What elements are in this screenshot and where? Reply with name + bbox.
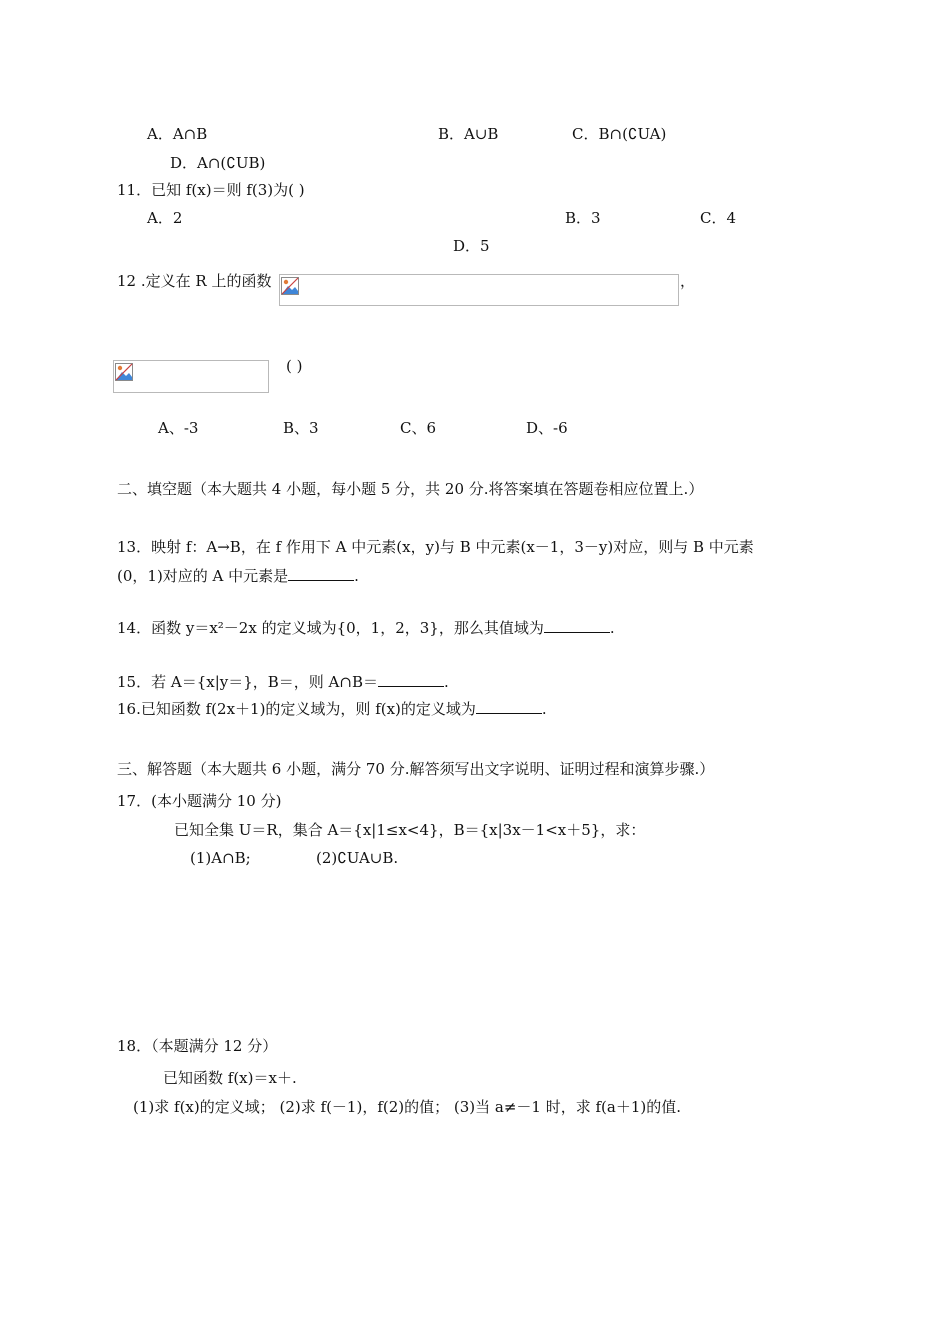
section-3-heading: 三、解答题（本大题共 6 小题，满分 70 分.解答须写出文字说明、证明过程和演算步骤.） <box>117 760 715 778</box>
q14-line <box>117 618 615 638</box>
q12-option-d: D、-6 <box>526 419 568 437</box>
q13-answer-blank[interactable] <box>288 566 354 581</box>
q12-option-c: C、6 <box>400 419 437 437</box>
q15-line <box>117 672 449 692</box>
broken-image-icon <box>281 277 299 295</box>
q16-end: . <box>541 700 547 718</box>
q12-option-b: B、3 <box>283 419 319 437</box>
q16-line <box>117 699 547 719</box>
q12-stem: 12 .定义在 R 上的函数 <box>117 272 272 290</box>
q11-option-d: D．5 <box>453 237 490 255</box>
q10-option-a: A．A∩B <box>147 125 208 143</box>
q17-part-2: (2)∁UA∪B. <box>316 849 399 867</box>
q14-answer-blank[interactable] <box>544 618 610 633</box>
q18-parts: (1)求 f(x)的定义域； (2)求 f(－1)，f(2)的值； (3)当 a≠－1 时，求 f(a＋1)的值. <box>133 1098 682 1116</box>
q10-option-d: D．A∩(∁UB) <box>170 154 266 172</box>
q11-stem: 11．已知 f(x)＝则 f(3)为( ) <box>117 181 305 199</box>
q16-text: 16.已知函数 f(2x＋1)的定义域为，则 f(x)的定义域为 <box>117 700 476 718</box>
q13-end: . <box>354 567 359 585</box>
q10-option-b: B．A∪B <box>438 125 499 143</box>
q12-comma: ， <box>680 272 696 290</box>
q17-body: 已知全集 U＝R，集合 A＝{x|1≤x<4}，B＝{x|3x－1<x＋5}，求： <box>174 821 646 839</box>
q13-text: (0，1)对应的 A 中元素是 <box>117 567 289 585</box>
q11-option-c: C．4 <box>700 209 737 227</box>
q15-answer-blank[interactable] <box>378 672 444 687</box>
q17-part-1: (1)A∩B; <box>190 849 251 867</box>
q11-option-a: A．2 <box>147 209 183 227</box>
q11-option-b: B．3 <box>565 209 601 227</box>
broken-image-icon <box>115 363 133 381</box>
q13-line-2 <box>117 566 359 586</box>
q16-answer-blank[interactable] <box>476 699 542 714</box>
q17-heading: 17．(本小题满分 10 分) <box>117 792 282 810</box>
q13-line-1: 13．映射 f：A→B，在 f 作用下 A 中元素(x，y)与 B 中元素(x－1，3－y)对应，则与 B 中元素 <box>117 538 754 556</box>
section-2-heading: 二、填空题（本大题共 4 小题，每小题 5 分，共 20 分.将答案填在答题卷相应位置上.） <box>117 480 704 498</box>
q12-formula-image <box>279 274 679 306</box>
q12-option-a: A、-3 <box>158 419 199 437</box>
q15-text: 15．若 A＝{x|y＝}，B＝，则 A∩B＝ <box>117 673 378 691</box>
q15-end: . <box>443 673 449 691</box>
q10-option-c: C．B∩(∁UA) <box>572 125 667 143</box>
q18-heading: 18．（本题满分 12 分） <box>117 1037 278 1055</box>
q18-body: 已知函数 f(x)＝x＋. <box>163 1069 297 1087</box>
q14-text: 14．函数 y＝x²－2x 的定义域为{0，1，2，3}，那么其值域为 <box>117 619 544 637</box>
q14-end: . <box>609 619 615 637</box>
q12-answer-paren: ( ) <box>286 357 303 375</box>
q12-formula-image-2 <box>113 360 269 393</box>
